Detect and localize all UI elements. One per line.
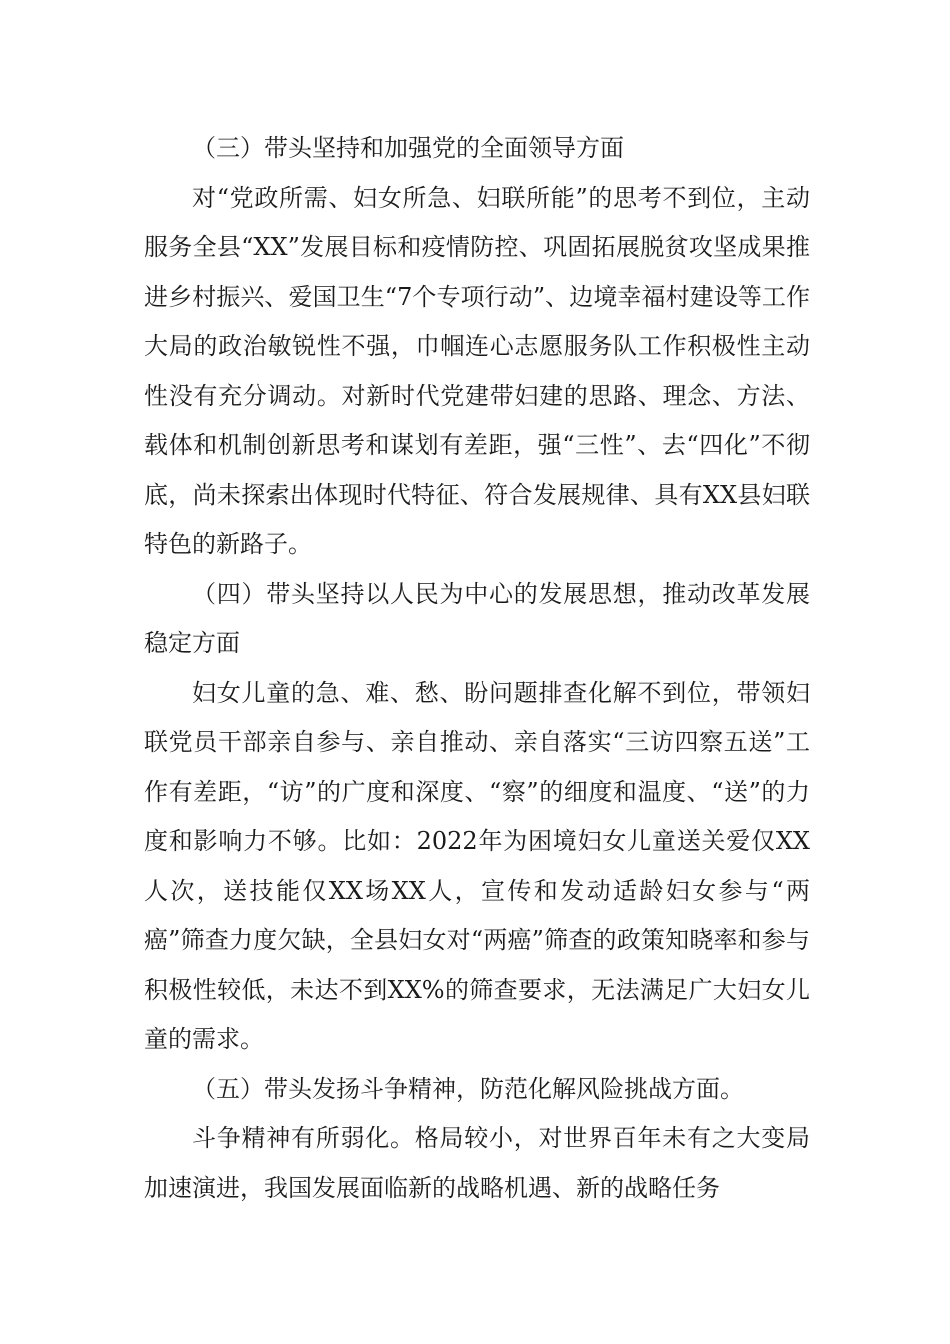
body-paragraph: 斗争精神有所弱化。格局较小，对世界百年未有之大变局加速演进，我国发展面临新的战略机遇、新的战略任务	[144, 1124, 810, 1202]
section-heading-3: （三）带头坚持和加强党的全面领导方面	[192, 134, 624, 162]
body-paragraph: 妇女儿童的急、难、愁、盼问题排查化解不到位，带领妇联党员干部亲自参与、亲自推动、亲自落实“三访四察五送”工作有差距，“访”的广度和深度、“察”的细度和温度、“送”的力度和影响力不够。比如：2022年为困境妇女儿童送关爱仅XX人次，送技能仅XX场XX人，宣传和发动适龄妇女参与“两癌”筛查力度欠缺，全县妇女对“两癌”筛查的政策知晓率和参与积极性较低，未达不到XX%的筛查要求，无法满足广大妇女儿童的需求。	[144, 678, 810, 1053]
section-heading-4: （四）带头坚持以人民为中心的发展思想，推动改革发展稳定方面	[144, 579, 810, 657]
body-paragraph: 对“党政所需、妇女所急、妇联所能”的思考不到位，主动服务全县“XX”发展目标和疫情防控、巩固拓展脱贫攻坚成果推进乡村振兴、爱国卫生“7个专项行动”、边境幸福村建设等工作大局的政治敏锐性不强，巾帼连心志愿服务队工作积极性主动性没有充分调动。对新时代党建带妇建的思路、理念、方法、载体和机制创新思考和谋划有差距，强“三性”、去“四化”不彻底，尚未探索出体现时代特征、符合发展规律、具有XX县妇联特色的新路子。	[144, 183, 810, 558]
document-body	[144, 124, 810, 1213]
section-heading-5: （五）带头发扬斗争精神，防范化解风险挑战方面。	[192, 1074, 744, 1103]
